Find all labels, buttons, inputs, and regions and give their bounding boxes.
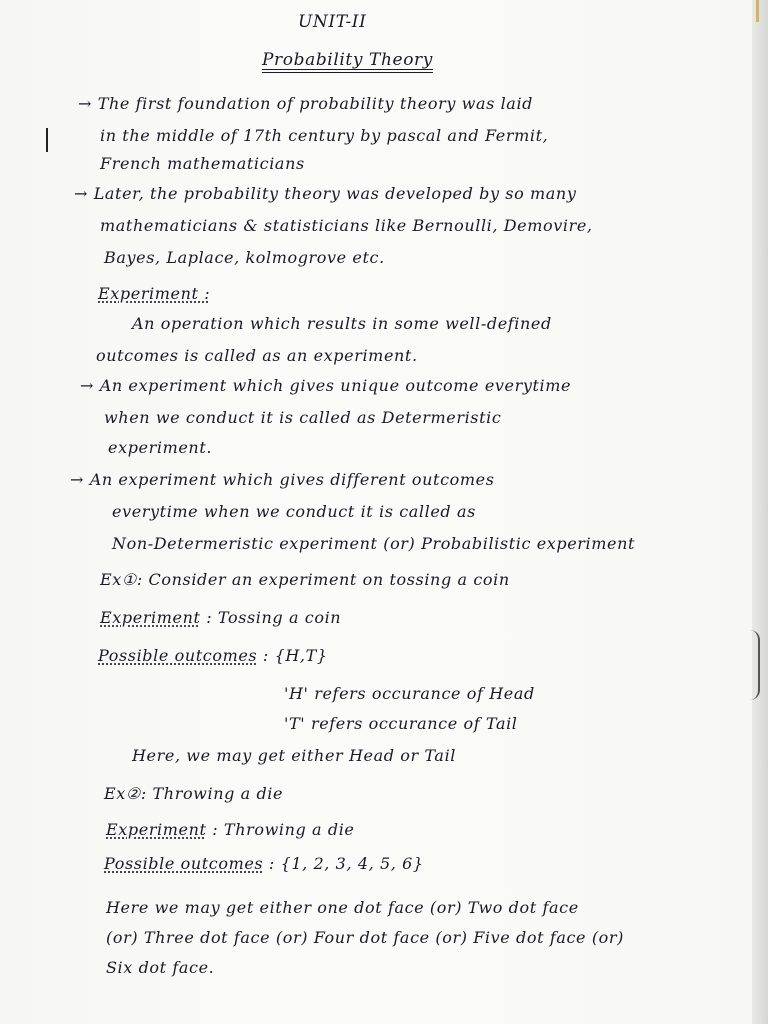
ex2-outcomes-value: : {1, 2, 3, 4, 5, 6} <box>268 854 424 873</box>
ex1-heading: Ex①: Consider an experiment on tossing a coin <box>100 570 510 589</box>
ex1-tail-note: 'T' refers occurance of Tail <box>284 714 518 733</box>
ex1-experiment-label: Experiment <box>100 608 201 627</box>
ex1-conclusion: Here, we may get either Head or Tail <box>132 746 457 765</box>
deterministic-line-2: when we conduct it is called as Determeristic <box>104 408 502 427</box>
intro-line-4: → Later, the probability theory was developed by so many <box>74 184 577 203</box>
experiment-def-2: outcomes is called as an experiment. <box>96 346 418 365</box>
intro-line-5: mathematicians & statisticians like Bernoulli, Demovire, <box>100 216 593 235</box>
ex2-experiment <box>106 820 354 839</box>
page-edge <box>752 0 768 1024</box>
ex1-outcomes-value: : {H,T} <box>262 646 328 665</box>
unit-heading: UNIT-II <box>298 12 367 32</box>
ex2-outcomes-label: Possible outcomes <box>104 854 264 873</box>
ex1-experiment-value: : Tossing a coin <box>206 608 342 627</box>
intro-line-2: in the middle of 17th century by pascal and Fermit, <box>100 126 549 145</box>
nondeterministic-line-3: Non-Determeristic experiment (or) Probabilistic experiment <box>112 534 636 553</box>
ex2-heading: Ex②: Throwing a die <box>104 784 284 803</box>
ex2-outcomes <box>104 854 424 873</box>
ex2-experiment-value: : Throwing a die <box>212 820 355 839</box>
nondeterministic-line-1: → An experiment which gives different outcomes <box>70 470 495 489</box>
deterministic-line-1: → An experiment which gives unique outcome everytime <box>80 376 572 395</box>
ex2-conclusion-2: (or) Three dot face (or) Four dot face (or) Five dot face (or) <box>106 928 624 947</box>
ex2-experiment-label: Experiment <box>106 820 207 839</box>
experiment-def-1: An operation which results in some well-defined <box>132 314 552 333</box>
intro-line-1: → The first foundation of probability theory was laid <box>78 94 534 113</box>
ex2-conclusion-3: Six dot face. <box>106 958 215 977</box>
ex1-outcomes-label: Possible outcomes <box>98 646 258 665</box>
intro-line-3: French mathematicians <box>100 154 305 173</box>
nondeterministic-line-2: everytime when we conduct it is called as <box>112 502 476 521</box>
ex1-experiment <box>100 608 341 627</box>
ex1-head-note: 'H' refers occurance of Head <box>284 684 535 703</box>
ex2-conclusion-1: Here we may get either one dot face (or) Two dot face <box>106 898 579 917</box>
experiment-heading: Experiment : <box>98 284 211 303</box>
ex1-outcomes <box>98 646 328 665</box>
page-title: Probability Theory <box>262 50 433 70</box>
margin-mark <box>46 128 48 152</box>
page-curve-mark <box>750 630 760 700</box>
intro-line-6: Bayes, Laplace, kolmogrove etc. <box>104 248 385 267</box>
deterministic-line-3: experiment. <box>108 438 213 457</box>
